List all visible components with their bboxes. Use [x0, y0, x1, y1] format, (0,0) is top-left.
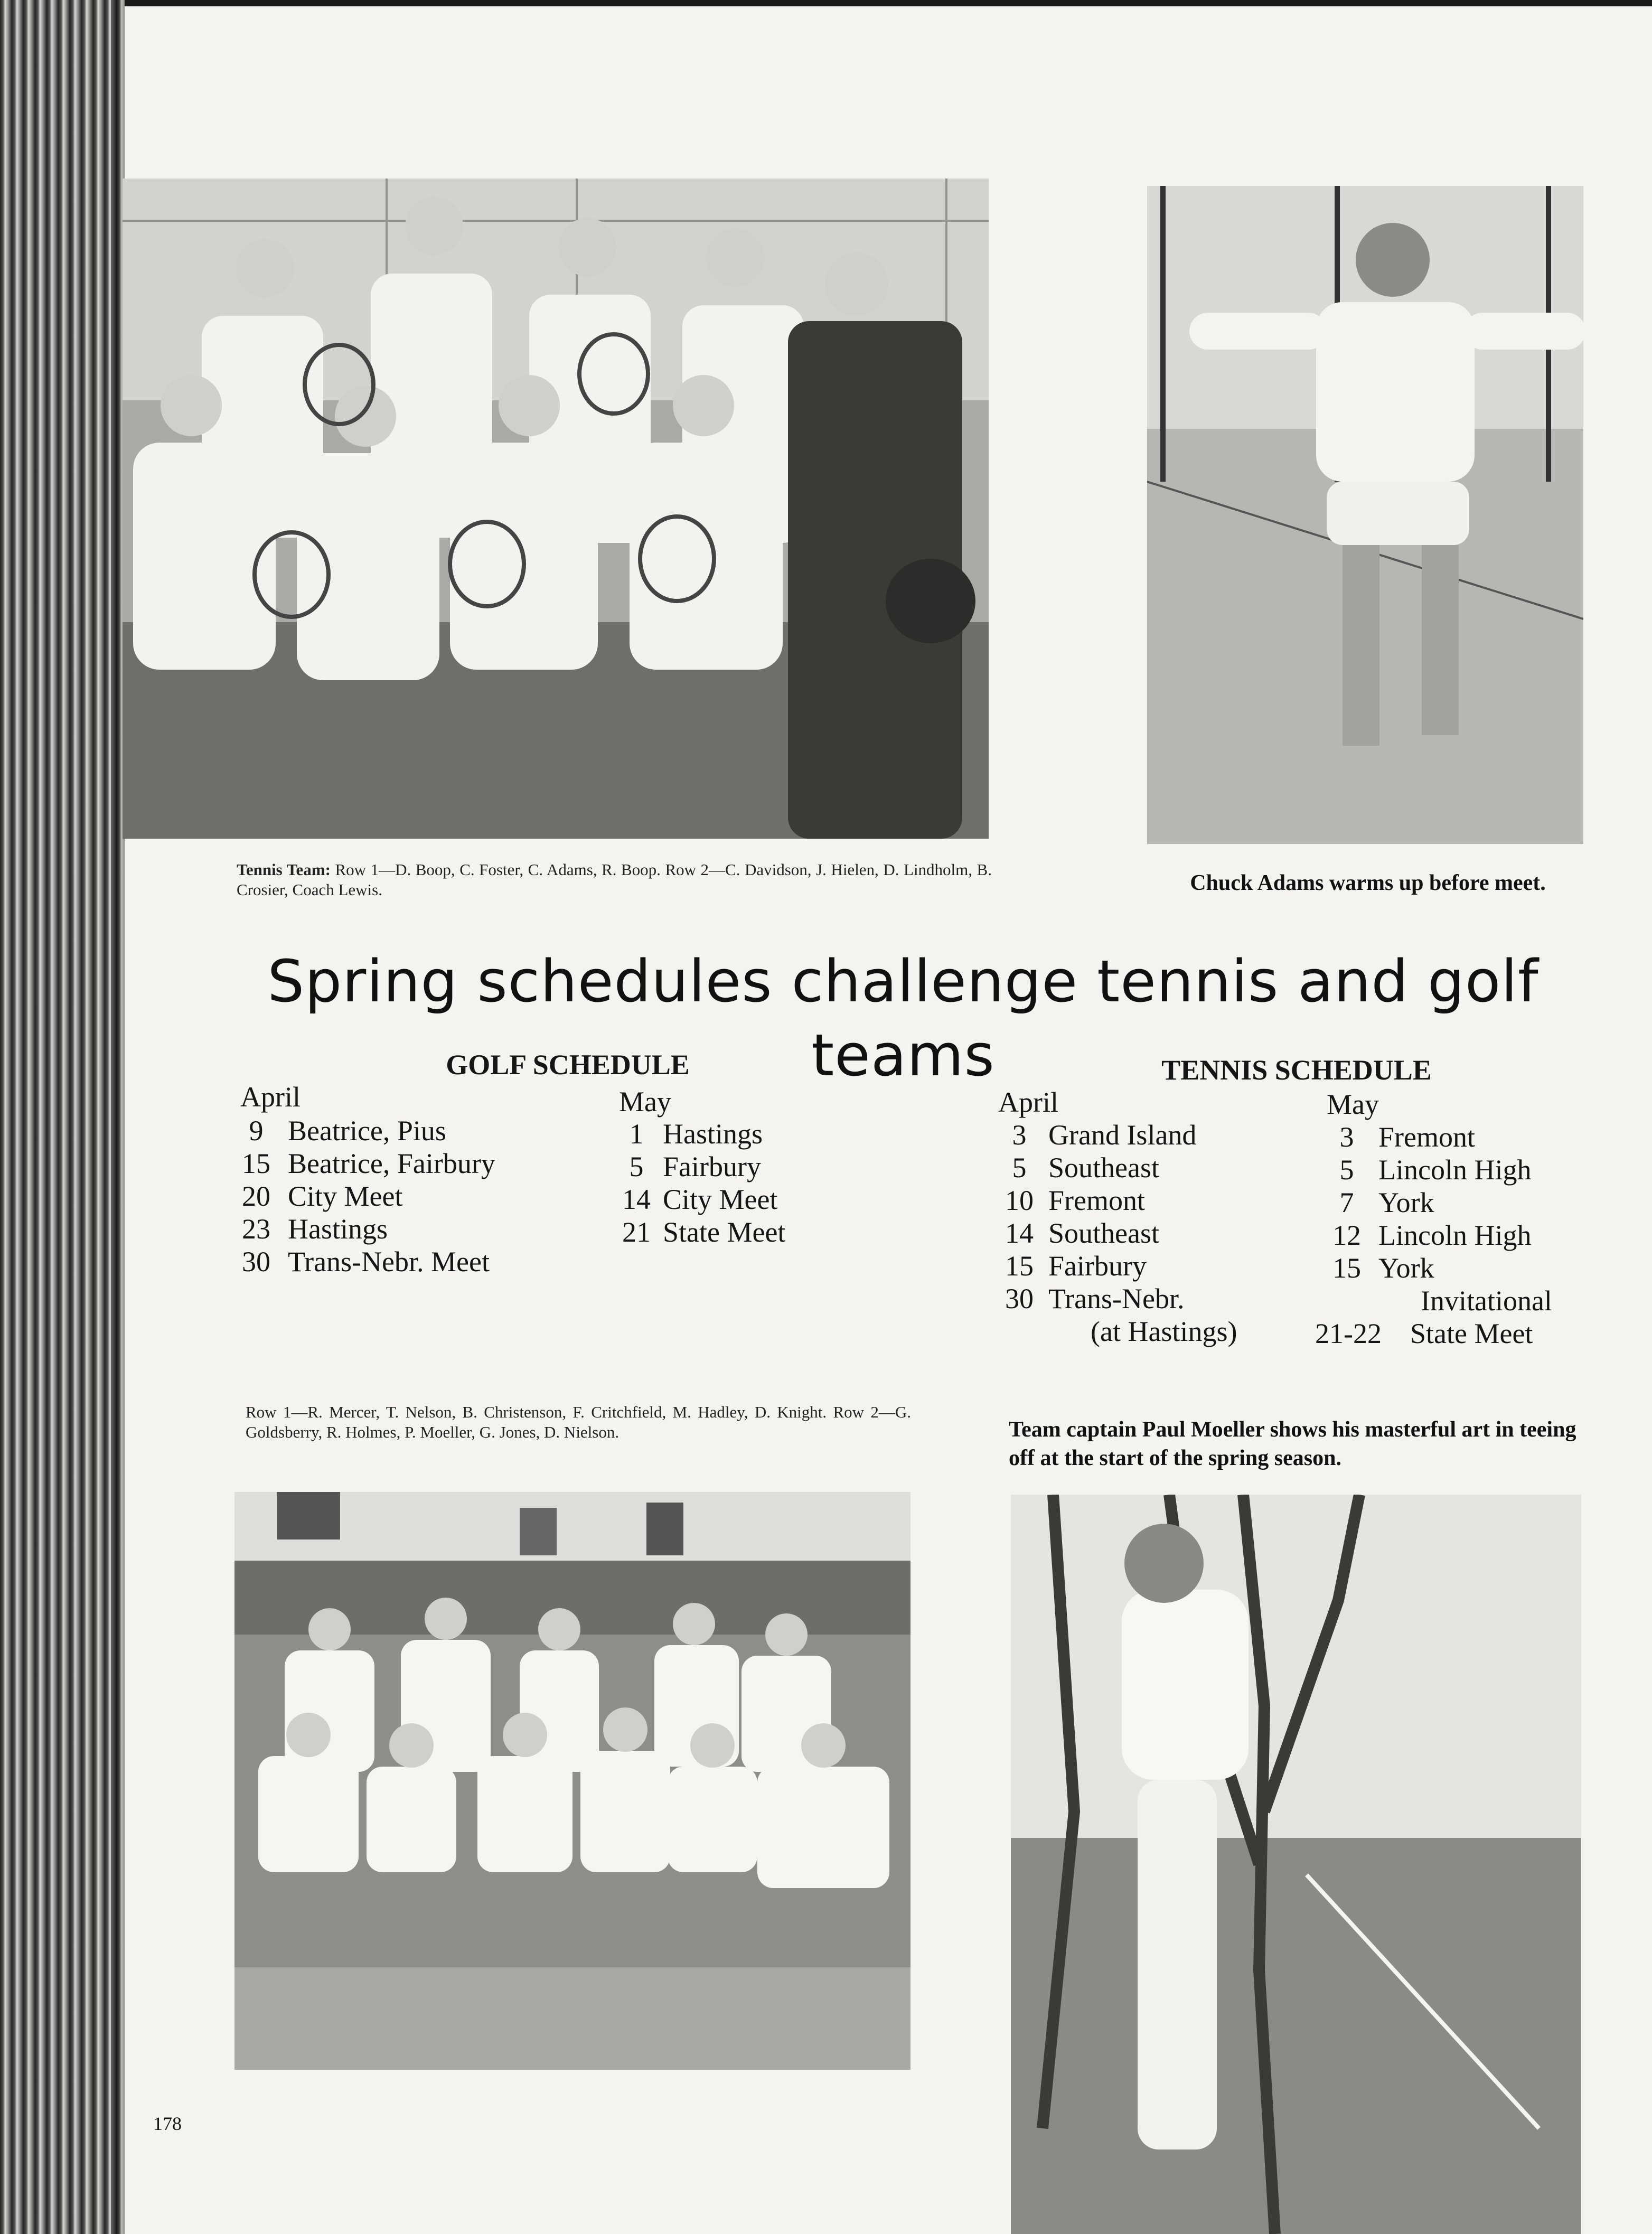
page-top-edge [125, 0, 1652, 6]
event: Fremont [1378, 1121, 1475, 1153]
golf-april-row [224, 1114, 495, 1147]
golf-may-label: May [619, 1086, 671, 1118]
chuck-adams-caption: Chuck Adams warms up before meet. [1190, 871, 1546, 895]
event: York [1378, 1252, 1434, 1284]
tennis-may-row [1315, 1153, 1552, 1186]
tennis-april-row [990, 1119, 1237, 1151]
event: Grand Island [1048, 1119, 1197, 1151]
event: City Meet [663, 1184, 778, 1215]
tennis-team-caption [237, 860, 992, 900]
tennis-may-row [1315, 1186, 1552, 1219]
tennis-may-label: May [1327, 1088, 1379, 1120]
date: 5 [1339, 1154, 1354, 1186]
tennis-may-list [1315, 1121, 1552, 1350]
golf-may-row [610, 1183, 785, 1216]
date: 5 [1012, 1152, 1027, 1184]
event: (at Hastings) [1091, 1316, 1237, 1347]
page-headline: Spring schedules challenge tennis and golf teams [267, 947, 1539, 1089]
date: 3 [1339, 1121, 1354, 1153]
tennis-april-row [990, 1184, 1237, 1217]
page-number: 178 [153, 2113, 182, 2134]
event: Hastings [663, 1118, 763, 1150]
date: 20 [242, 1180, 270, 1212]
date [990, 1315, 1091, 1348]
event: State Meet [1410, 1318, 1533, 1349]
date: 3 [1012, 1119, 1027, 1151]
golf-may-row [610, 1150, 785, 1183]
golf-april-row [224, 1245, 495, 1278]
event: Southeast [1048, 1152, 1159, 1184]
tennis-may-row [1315, 1317, 1552, 1350]
tennis-april-label: April [998, 1086, 1058, 1118]
date: 23 [242, 1213, 270, 1245]
golf-april-label: April [240, 1081, 301, 1113]
tennis-schedule-title: TENNIS SCHEDULE [1161, 1054, 1432, 1086]
tennis-april-row [990, 1217, 1237, 1250]
paul-moeller-photo [1011, 1495, 1581, 2234]
date: 9 [249, 1115, 264, 1147]
tennis-april-row [990, 1282, 1237, 1315]
golf-team-caption: Row 1—R. Mercer, T. Nelson, B. Christenson, F. Critchfield, M. Hadley, D. Knight. Row 2—G. Goldsberry, R. Holmes, P. Moeller, G. Jones, D. Nielson. [246, 1403, 911, 1441]
date: 14 [1005, 1217, 1034, 1249]
event: Beatrice, Fairbury [288, 1148, 495, 1179]
golf-may-row [610, 1118, 785, 1150]
book-spine-edge [0, 0, 125, 2234]
event: Trans-Nebr. Meet [288, 1246, 490, 1278]
date: 1 [629, 1118, 644, 1150]
tennis-caption-label: Tennis Team: [237, 860, 331, 879]
event: York [1378, 1187, 1434, 1218]
moeller-caption: Team captain Paul Moeller shows his masterful art in teeing off at the start of the spring season. [1009, 1418, 1576, 1470]
tennis-may-row [1315, 1284, 1552, 1317]
tennis-april-row [990, 1315, 1237, 1348]
tennis-may-row [1315, 1252, 1552, 1284]
event: Hastings [288, 1213, 388, 1245]
tennis-caption-text: Row 1—D. Boop, C. Foster, C. Adams, R. Boop. Row 2—C. Davidson, J. Hielen, D. Lindholm, B. Crosier, Coach Lewis. [237, 860, 992, 899]
event: Invitational [1421, 1285, 1552, 1317]
date: 21 [622, 1216, 651, 1248]
tennis-april-list [990, 1119, 1237, 1348]
date: 15 [242, 1148, 270, 1179]
date: 10 [1005, 1185, 1034, 1216]
date: 30 [1005, 1283, 1034, 1315]
date: 21-22 [1315, 1318, 1382, 1349]
golf-april-row [224, 1147, 495, 1180]
event: Lincoln High [1378, 1154, 1532, 1186]
event: Trans-Nebr. [1048, 1283, 1185, 1315]
tennis-team-photo [123, 179, 989, 839]
date: 12 [1332, 1219, 1361, 1251]
tennis-april-row [990, 1151, 1237, 1184]
tennis-may-row [1315, 1219, 1552, 1252]
date: 14 [622, 1184, 651, 1215]
golf-team-photo [234, 1492, 911, 2070]
tennis-may-row [1315, 1121, 1552, 1153]
event: Southeast [1048, 1217, 1159, 1249]
date: 15 [1332, 1252, 1361, 1284]
chuck-adams-photo [1147, 186, 1583, 844]
event: Fairbury [1048, 1250, 1147, 1282]
date: 30 [242, 1246, 270, 1278]
golf-april-list [224, 1114, 495, 1278]
golf-april-row [224, 1213, 495, 1245]
date: 5 [629, 1151, 644, 1182]
date [1315, 1284, 1421, 1317]
event: Beatrice, Pius [288, 1115, 446, 1147]
event: Fairbury [663, 1151, 761, 1182]
event: City Meet [288, 1180, 403, 1212]
golf-schedule-title: GOLF SCHEDULE [446, 1049, 690, 1081]
event: Fremont [1048, 1185, 1145, 1216]
golf-may-row [610, 1216, 785, 1249]
golf-may-list [610, 1118, 785, 1249]
date: 15 [1005, 1250, 1034, 1282]
tennis-april-row [990, 1250, 1237, 1282]
event: State Meet [663, 1216, 786, 1248]
date: 7 [1339, 1187, 1354, 1218]
event: Lincoln High [1378, 1219, 1532, 1251]
golf-april-row [224, 1180, 495, 1213]
